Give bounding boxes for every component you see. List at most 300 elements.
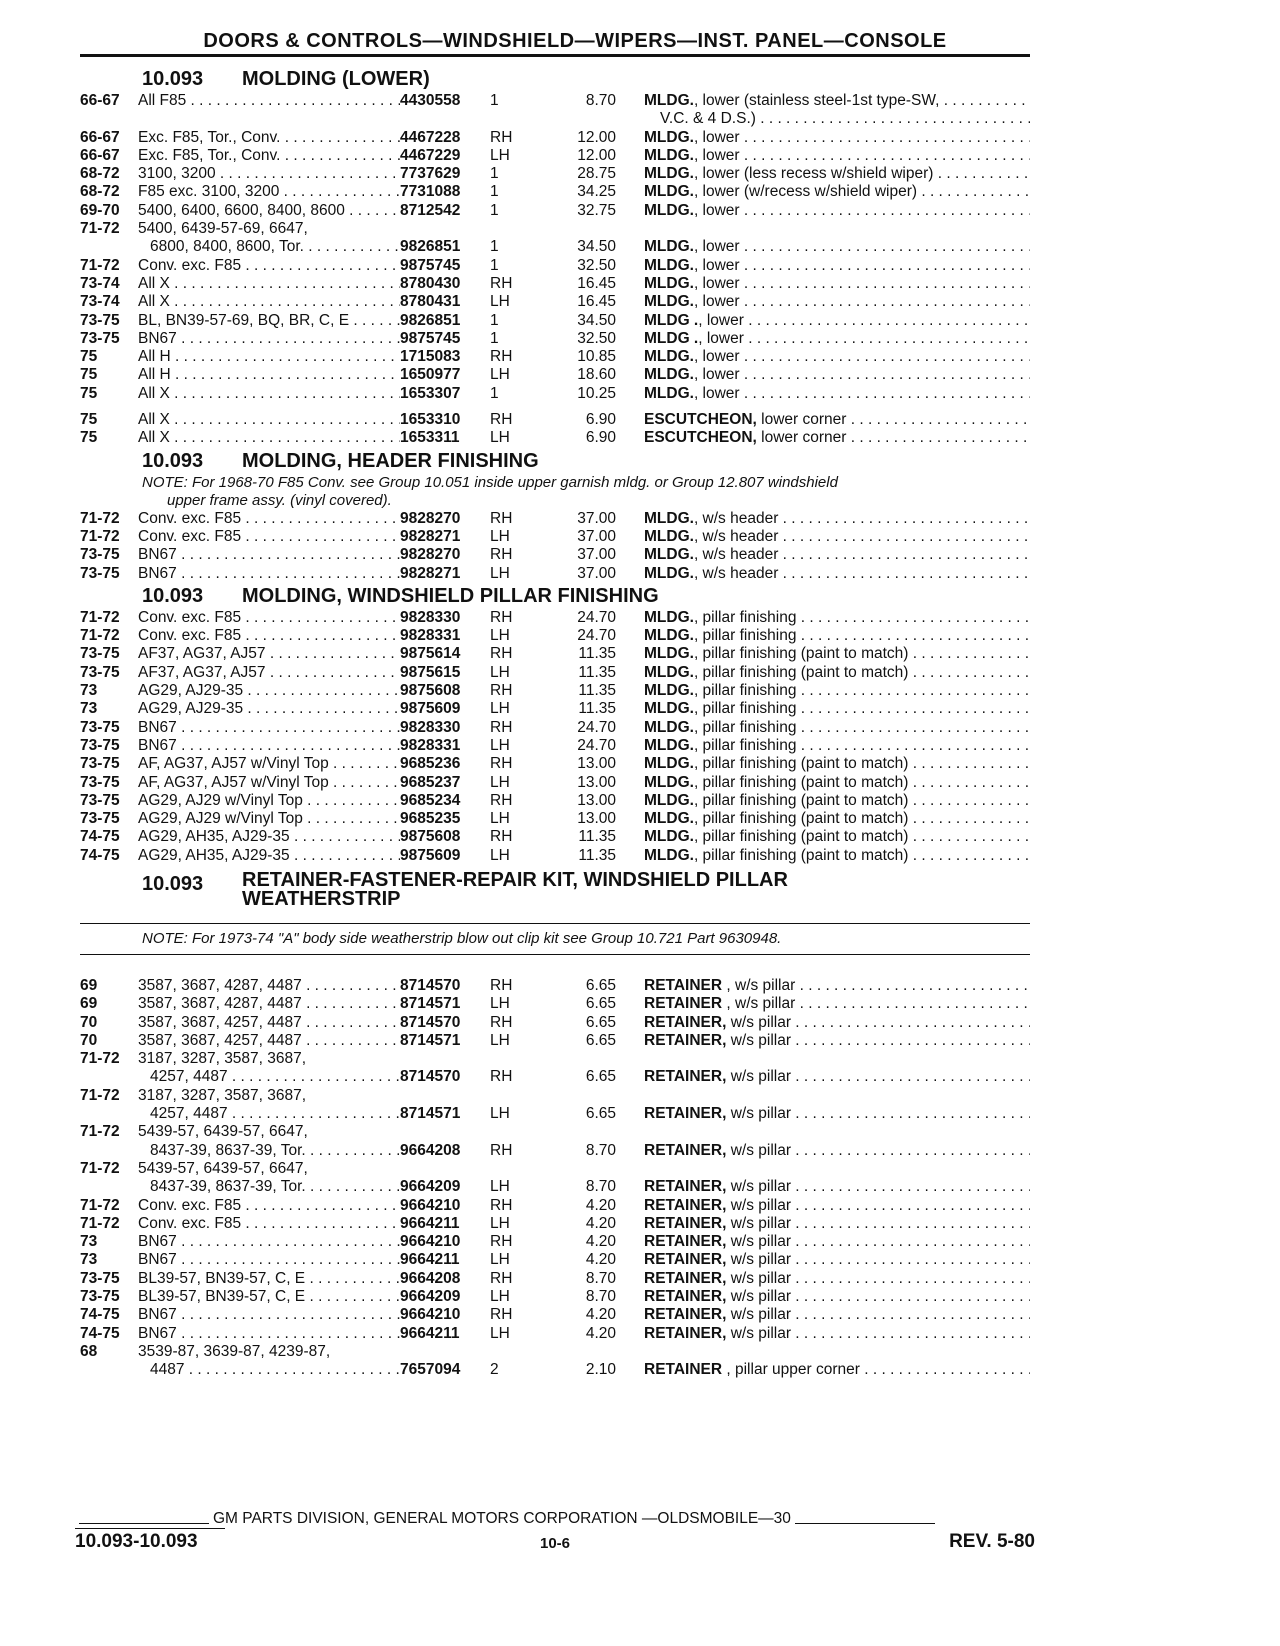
model-year: 74-75 bbox=[80, 1306, 120, 1324]
table-row bbox=[80, 1215, 1030, 1233]
quantity-side: RH bbox=[490, 608, 513, 626]
price: 37.00 bbox=[577, 564, 616, 582]
part-number: 9664210 bbox=[400, 1196, 461, 1214]
description-name: RETAINER, bbox=[644, 1306, 727, 1324]
table-row bbox=[80, 110, 1030, 128]
model-year: 75 bbox=[80, 411, 98, 429]
table-row bbox=[80, 275, 1030, 293]
table-row bbox=[80, 1014, 1030, 1032]
table-row bbox=[80, 627, 1030, 645]
description bbox=[616, 627, 1030, 645]
price: 13.00 bbox=[577, 810, 616, 828]
table-row bbox=[80, 1270, 1030, 1288]
part-number: 1715083 bbox=[400, 348, 461, 366]
application: 3100, 3200 . . . bbox=[138, 165, 400, 183]
price: 6.65 bbox=[585, 1068, 616, 1086]
model-year: 73-75 bbox=[80, 791, 120, 809]
part-number: 1650977 bbox=[400, 366, 461, 384]
application: BN67 . . . bbox=[138, 546, 400, 564]
quantity-side: RH bbox=[490, 645, 513, 663]
application: All X . . . bbox=[138, 385, 400, 403]
application: 4257, 4487 . . . bbox=[138, 1105, 400, 1123]
description bbox=[616, 1105, 1030, 1123]
quantity-side: RH bbox=[490, 682, 513, 700]
application: F85 exc. 3100, 3200 . . . bbox=[138, 183, 400, 201]
price bbox=[546, 1123, 616, 1141]
description bbox=[616, 429, 1030, 447]
description-name: MLDG. bbox=[644, 527, 694, 545]
part-number: 9664211 bbox=[400, 1251, 460, 1269]
part-number: 9664209 bbox=[400, 1178, 461, 1196]
part-number: 9685234 bbox=[400, 791, 461, 809]
description-name: RETAINER, bbox=[644, 1324, 727, 1342]
description-detail: , w/s header bbox=[693, 527, 779, 545]
model-year: 74-75 bbox=[80, 846, 120, 864]
description bbox=[616, 330, 1030, 348]
description bbox=[616, 847, 1030, 865]
table-row bbox=[80, 293, 1030, 311]
application: Conv. exc. F85 . . . bbox=[138, 609, 400, 627]
application: 4487 . . . bbox=[138, 1361, 400, 1379]
table-row bbox=[80, 1325, 1030, 1343]
description bbox=[616, 995, 1030, 1013]
model-year: 73-75 bbox=[80, 564, 120, 582]
price: 6.65 bbox=[585, 1105, 616, 1123]
table-row bbox=[80, 1050, 1030, 1068]
table-row bbox=[80, 1123, 1030, 1141]
quantity-side: RH bbox=[490, 755, 513, 773]
part-number: 7737629 bbox=[400, 165, 461, 183]
application: 3539-87, 3639-87, 4239-87, bbox=[138, 1342, 331, 1360]
table-row bbox=[80, 385, 1030, 403]
application: AG29, AJ29-35 . . . bbox=[138, 682, 400, 700]
model-year: 71-72 bbox=[80, 608, 120, 626]
description bbox=[616, 165, 1030, 183]
application: 3587, 3687, 4257, 4487 . . . bbox=[138, 1032, 400, 1050]
section-title bbox=[242, 868, 1030, 910]
price: 4.20 bbox=[585, 1324, 616, 1342]
description-detail: , w/s pillar bbox=[722, 995, 796, 1013]
price: 4.20 bbox=[585, 1233, 616, 1251]
part-number: 4467229 bbox=[400, 146, 461, 164]
application: BL, BN39-57-69, BQ, BR, C, E . . . . bbox=[138, 312, 400, 330]
table-row bbox=[80, 1251, 1030, 1269]
price: 6.65 bbox=[585, 1031, 616, 1049]
description-name: MLDG. bbox=[644, 509, 694, 527]
description bbox=[616, 92, 1030, 110]
description-detail: , lower bbox=[693, 146, 740, 164]
price: 8.70 bbox=[585, 92, 616, 109]
application bbox=[138, 110, 400, 128]
part-number bbox=[400, 1160, 490, 1178]
description bbox=[616, 977, 1030, 995]
price: 34.50 bbox=[577, 238, 616, 256]
description bbox=[616, 719, 1030, 737]
part-number: 9828270 bbox=[400, 509, 461, 527]
description bbox=[616, 664, 1030, 682]
model-year: 71-72 bbox=[80, 256, 120, 274]
description-name: MLDG. bbox=[644, 846, 694, 864]
price: 8.70 bbox=[585, 1178, 616, 1196]
description-name: MLDG. bbox=[644, 348, 694, 366]
application: BN67 . . . bbox=[138, 1325, 400, 1343]
quantity-side: LH bbox=[490, 736, 510, 754]
description-detail: , lower bbox=[693, 348, 740, 366]
part-number: 9875608 bbox=[400, 828, 461, 846]
price: 12.00 bbox=[577, 128, 616, 146]
footer-corp bbox=[75, 1510, 1035, 1528]
price: 16.45 bbox=[577, 293, 616, 311]
table-row bbox=[80, 719, 1030, 737]
application: BN67 . . . bbox=[138, 1306, 400, 1324]
application: AF, AG37, AJ57 w/Vinyl Top . . . . . bbox=[138, 774, 400, 792]
parts-table-retainer bbox=[80, 977, 1030, 1380]
part-number: 9875615 bbox=[400, 663, 461, 681]
price: 11.35 bbox=[578, 645, 616, 663]
section-code: 10.093 bbox=[142, 68, 204, 90]
footer-bottom bbox=[75, 1531, 1035, 1553]
part-number: 7657094 bbox=[400, 1361, 461, 1379]
part-number: 7731088 bbox=[400, 183, 461, 201]
application: Conv. exc. F85 . . . bbox=[138, 528, 400, 546]
table-row bbox=[80, 1343, 1030, 1361]
quantity-side: RH bbox=[490, 828, 513, 846]
table-row bbox=[80, 1288, 1030, 1306]
quantity-side bbox=[490, 1050, 546, 1068]
description-name: MLDG. bbox=[644, 645, 694, 663]
description-detail: w/s pillar bbox=[726, 1324, 791, 1342]
parts-table-pillar-finishing bbox=[80, 609, 1030, 865]
description-detail: w/s pillar bbox=[726, 1141, 791, 1159]
model-year: 73 bbox=[80, 1233, 98, 1251]
part-number: 9664209 bbox=[400, 1288, 461, 1306]
price bbox=[546, 1087, 616, 1105]
description-name: MLDG. bbox=[644, 256, 694, 274]
part-number: 4430558 bbox=[400, 92, 461, 109]
price: 11.35 bbox=[578, 663, 616, 681]
description-detail: , lower (w/recess w/shield wiper) . bbox=[693, 183, 926, 201]
description-name: RETAINER, bbox=[644, 1288, 727, 1306]
description bbox=[616, 1215, 1030, 1233]
model-year: 73-75 bbox=[80, 736, 120, 754]
divider bbox=[80, 954, 1030, 955]
description bbox=[616, 1087, 1030, 1105]
application: BN67 . . . bbox=[138, 330, 400, 348]
section-title: MOLDING, WINDSHIELD PILLAR FINISHING bbox=[242, 584, 659, 607]
model-year: 73-75 bbox=[80, 1269, 120, 1287]
description-detail: w/s pillar bbox=[726, 1105, 791, 1123]
part-number: 8714571 bbox=[400, 995, 461, 1013]
quantity-side: 1 bbox=[490, 201, 499, 219]
price: 34.50 bbox=[577, 311, 616, 329]
price: 37.00 bbox=[577, 546, 616, 564]
description bbox=[616, 257, 1030, 275]
model-year: 71-72 bbox=[80, 1159, 120, 1177]
model-year: 68-72 bbox=[80, 183, 120, 201]
quantity-side bbox=[490, 1343, 546, 1361]
application: Conv. exc. F85 . . . bbox=[138, 510, 400, 528]
quantity-side: LH bbox=[490, 810, 510, 828]
description-detail: , lower bbox=[693, 238, 740, 256]
application: Conv. exc. F85 . . . bbox=[138, 1197, 400, 1215]
application: 5400, 6439-57-69, 6647, bbox=[138, 220, 308, 238]
description-name: MLDG. bbox=[644, 201, 694, 219]
quantity-side: RH bbox=[490, 1233, 513, 1251]
application: All H . . . bbox=[138, 366, 400, 384]
model-year: 69 bbox=[80, 976, 98, 994]
description-detail: , pillar finishing bbox=[693, 700, 797, 718]
application: BL39-57, BN39-57, C, E . . . bbox=[138, 1288, 400, 1306]
parts-table-header-finishing bbox=[80, 510, 1030, 583]
description-name: MLDG . bbox=[644, 311, 699, 329]
model-year: 66-67 bbox=[80, 128, 120, 146]
quantity-side: LH bbox=[490, 146, 510, 164]
description-detail: w/s pillar bbox=[726, 1306, 791, 1324]
part-number: 4467228 bbox=[400, 128, 461, 146]
quantity-side: LH bbox=[490, 627, 510, 645]
description-detail: , pillar finishing (paint to match) . . . bbox=[693, 755, 935, 773]
price: 13.00 bbox=[577, 791, 616, 809]
quantity-side: 1 bbox=[490, 238, 499, 256]
table-row bbox=[80, 429, 1030, 447]
table-row bbox=[80, 546, 1030, 564]
description-name: ESCUTCHEON, bbox=[644, 411, 757, 429]
description-detail: , pillar finishing bbox=[693, 718, 797, 736]
quantity-side: RH bbox=[490, 1269, 513, 1287]
price bbox=[546, 110, 616, 128]
description-name: MLDG. bbox=[644, 564, 694, 582]
description bbox=[616, 348, 1030, 366]
model-year: 71-72 bbox=[80, 509, 120, 527]
table-row bbox=[80, 1197, 1030, 1215]
model-year bbox=[80, 1105, 138, 1123]
part-number: 9664210 bbox=[400, 1306, 461, 1324]
model-year: 75 bbox=[80, 366, 98, 384]
description bbox=[616, 238, 1030, 256]
description bbox=[616, 828, 1030, 846]
model-year: 75 bbox=[80, 348, 98, 366]
application: Exc. F85, Tor., Conv. . . . bbox=[138, 129, 400, 147]
application: BN67 . . . bbox=[138, 719, 400, 737]
description-name: RETAINER, bbox=[644, 1214, 727, 1232]
description bbox=[616, 1123, 1030, 1141]
description-name: RETAINER bbox=[644, 976, 723, 994]
application: 8437-39, 8637-39, Tor. . . . bbox=[138, 1142, 400, 1160]
part-number: 9664211 bbox=[400, 1324, 460, 1342]
model-year bbox=[80, 110, 138, 128]
model-year: 71-72 bbox=[80, 1196, 120, 1214]
model-year: 73-75 bbox=[80, 773, 120, 791]
description-detail: , lower bbox=[693, 128, 740, 146]
part-number: 1653310 bbox=[400, 411, 461, 429]
description bbox=[616, 510, 1030, 528]
description bbox=[616, 1343, 1030, 1361]
part-number: 9828331 bbox=[400, 736, 461, 754]
quantity-side: LH bbox=[490, 293, 510, 311]
price: 4.20 bbox=[585, 1306, 616, 1324]
application: AG29, AJ29 w/Vinyl Top . . . bbox=[138, 810, 400, 828]
table-row bbox=[80, 828, 1030, 846]
quantity-side: LH bbox=[490, 1031, 510, 1049]
application: AG29, AJ29 w/Vinyl Top . . . bbox=[138, 792, 400, 810]
description-name: RETAINER, bbox=[644, 1269, 727, 1287]
application: 5400, 6400, 6600, 8400, 8600 . . . bbox=[138, 202, 400, 220]
model-year: 73-75 bbox=[80, 1288, 120, 1306]
quantity-side: LH bbox=[490, 1178, 510, 1196]
description-detail: , pillar finishing bbox=[693, 682, 797, 700]
part-number bbox=[400, 1050, 490, 1068]
model-year: 71-72 bbox=[80, 1214, 120, 1232]
description-name: MLDG. bbox=[644, 810, 694, 828]
quantity-side: LH bbox=[490, 366, 510, 384]
section-note: NOTE: For 1973-74 "A" body side weatherstrip blow out clip kit see Group 10.721 Part 9630948. bbox=[142, 929, 782, 947]
quantity-side: LH bbox=[490, 773, 510, 791]
model-year bbox=[80, 1142, 138, 1160]
section-heading bbox=[142, 66, 1030, 92]
description-detail: , pillar finishing (paint to match) . . . bbox=[693, 810, 935, 828]
quantity-side: LH bbox=[490, 1324, 510, 1342]
price: 28.75 bbox=[577, 165, 616, 183]
table-row bbox=[80, 847, 1030, 865]
description-detail: , pillar finishing bbox=[693, 608, 797, 626]
model-year: 71-72 bbox=[80, 220, 120, 238]
table-row bbox=[80, 257, 1030, 275]
quantity-side: LH bbox=[490, 527, 510, 545]
description-name: MLDG. bbox=[644, 682, 694, 700]
description-detail: , pillar upper corner bbox=[722, 1361, 860, 1379]
description-name: MLDG. bbox=[644, 92, 694, 109]
quantity-side: LH bbox=[490, 1105, 510, 1123]
catalog-content bbox=[80, 66, 1030, 1380]
description bbox=[616, 682, 1030, 700]
application: AG29, AJ29-35 . . . bbox=[138, 700, 400, 718]
part-number: 8714570 bbox=[400, 976, 461, 994]
description-detail: , pillar finishing bbox=[693, 627, 797, 645]
part-number: 9828271 bbox=[400, 527, 461, 545]
application: All X . . . bbox=[138, 429, 400, 447]
price: 4.20 bbox=[585, 1214, 616, 1232]
description-name: RETAINER, bbox=[644, 1141, 727, 1159]
part-number: 9685237 bbox=[400, 773, 461, 791]
section-code: 10.093 bbox=[142, 872, 204, 895]
application: 3587, 3687, 4257, 4487 . . . bbox=[138, 1014, 400, 1032]
price: 13.00 bbox=[577, 755, 616, 773]
page-title: DOORS & CONTROLS—WINDSHIELD—WIPERS—INST. PANEL—CONSOLE bbox=[203, 30, 947, 52]
model-year: 74-75 bbox=[80, 1324, 120, 1342]
description-detail: , w/s header bbox=[693, 546, 779, 564]
model-year bbox=[80, 1178, 138, 1196]
price bbox=[546, 220, 616, 238]
model-year: 71-72 bbox=[80, 1050, 120, 1068]
quantity-side: RH bbox=[490, 348, 513, 366]
description-detail: w/s pillar bbox=[726, 1251, 791, 1269]
quantity-side bbox=[490, 220, 546, 238]
model-year: 68 bbox=[80, 1342, 98, 1360]
quantity-side: LH bbox=[490, 429, 510, 447]
application: AF37, AG37, AJ57 . . . bbox=[138, 645, 400, 663]
price bbox=[546, 1050, 616, 1068]
model-year bbox=[80, 238, 138, 256]
description bbox=[616, 385, 1030, 403]
quantity-side: LH bbox=[490, 1251, 510, 1269]
description bbox=[616, 609, 1030, 627]
description-detail: w/s pillar bbox=[726, 1288, 791, 1306]
table-row bbox=[80, 238, 1030, 256]
page-footer bbox=[75, 1510, 1035, 1553]
description bbox=[616, 1160, 1030, 1178]
part-number: 8714570 bbox=[400, 1068, 461, 1086]
price: 32.50 bbox=[577, 329, 616, 347]
quantity-side: RH bbox=[490, 274, 513, 292]
table-row bbox=[80, 147, 1030, 165]
part-number: 9664210 bbox=[400, 1233, 461, 1251]
description-name: MLDG. bbox=[644, 608, 694, 626]
description bbox=[616, 645, 1030, 663]
description bbox=[616, 700, 1030, 718]
application: BN67 . . . bbox=[138, 737, 400, 755]
price: 6.65 bbox=[585, 995, 616, 1013]
price: 8.70 bbox=[585, 1269, 616, 1287]
description-detail: , w/s header bbox=[693, 564, 779, 582]
quantity-side: 2 bbox=[490, 1361, 499, 1379]
description-name: MLDG. bbox=[644, 791, 694, 809]
description-detail: , pillar finishing (paint to match) . . . bbox=[693, 773, 935, 791]
description-detail: , pillar finishing (paint to match) . . . bbox=[693, 828, 935, 846]
description bbox=[616, 546, 1030, 564]
part-number: 9664208 bbox=[400, 1269, 461, 1287]
quantity-side: LH bbox=[490, 846, 510, 864]
description-detail: w/s pillar bbox=[726, 1031, 791, 1049]
table-row bbox=[80, 1068, 1030, 1086]
description bbox=[616, 1325, 1030, 1343]
part-number: 8780431 bbox=[400, 293, 461, 311]
table-row bbox=[80, 202, 1030, 220]
price bbox=[546, 1343, 616, 1361]
table-row bbox=[80, 565, 1030, 583]
quantity-side: RH bbox=[490, 1306, 513, 1324]
price: 32.50 bbox=[577, 256, 616, 274]
model-year: 66-67 bbox=[80, 92, 120, 109]
application: AF, AG37, AJ57 w/Vinyl Top . . . . . bbox=[138, 755, 400, 773]
price: 4.20 bbox=[585, 1196, 616, 1214]
description-name: RETAINER, bbox=[644, 1233, 727, 1251]
description bbox=[616, 565, 1030, 583]
price: 8.70 bbox=[585, 1141, 616, 1159]
part-number: 9875745 bbox=[400, 256, 461, 274]
price: 10.25 bbox=[577, 384, 616, 402]
description bbox=[616, 774, 1030, 792]
footer-page-number: 10-6 bbox=[539, 1535, 571, 1552]
model-year: 73 bbox=[80, 682, 98, 700]
part-number: 8714571 bbox=[400, 1105, 461, 1123]
description bbox=[616, 1068, 1030, 1086]
section-code: 10.093 bbox=[142, 584, 204, 607]
description-name: MLDG. bbox=[644, 274, 694, 292]
divider bbox=[75, 1528, 225, 1529]
description-detail: , lower bbox=[693, 293, 740, 311]
model-year: 75 bbox=[80, 429, 98, 447]
table-row bbox=[80, 810, 1030, 828]
description-detail: , lower (stainless steel-1st type-SW, bbox=[693, 92, 940, 109]
note-line: upper frame assy. (vinyl covered). bbox=[167, 491, 392, 509]
model-year: 70 bbox=[80, 1031, 98, 1049]
description-name: MLDG. bbox=[644, 384, 694, 402]
description bbox=[616, 312, 1030, 330]
application: 8437-39, 8637-39, Tor. . . . bbox=[138, 1178, 400, 1196]
model-year: 69 bbox=[80, 995, 98, 1013]
table-row bbox=[80, 737, 1030, 755]
description-name: MLDG. bbox=[644, 828, 694, 846]
